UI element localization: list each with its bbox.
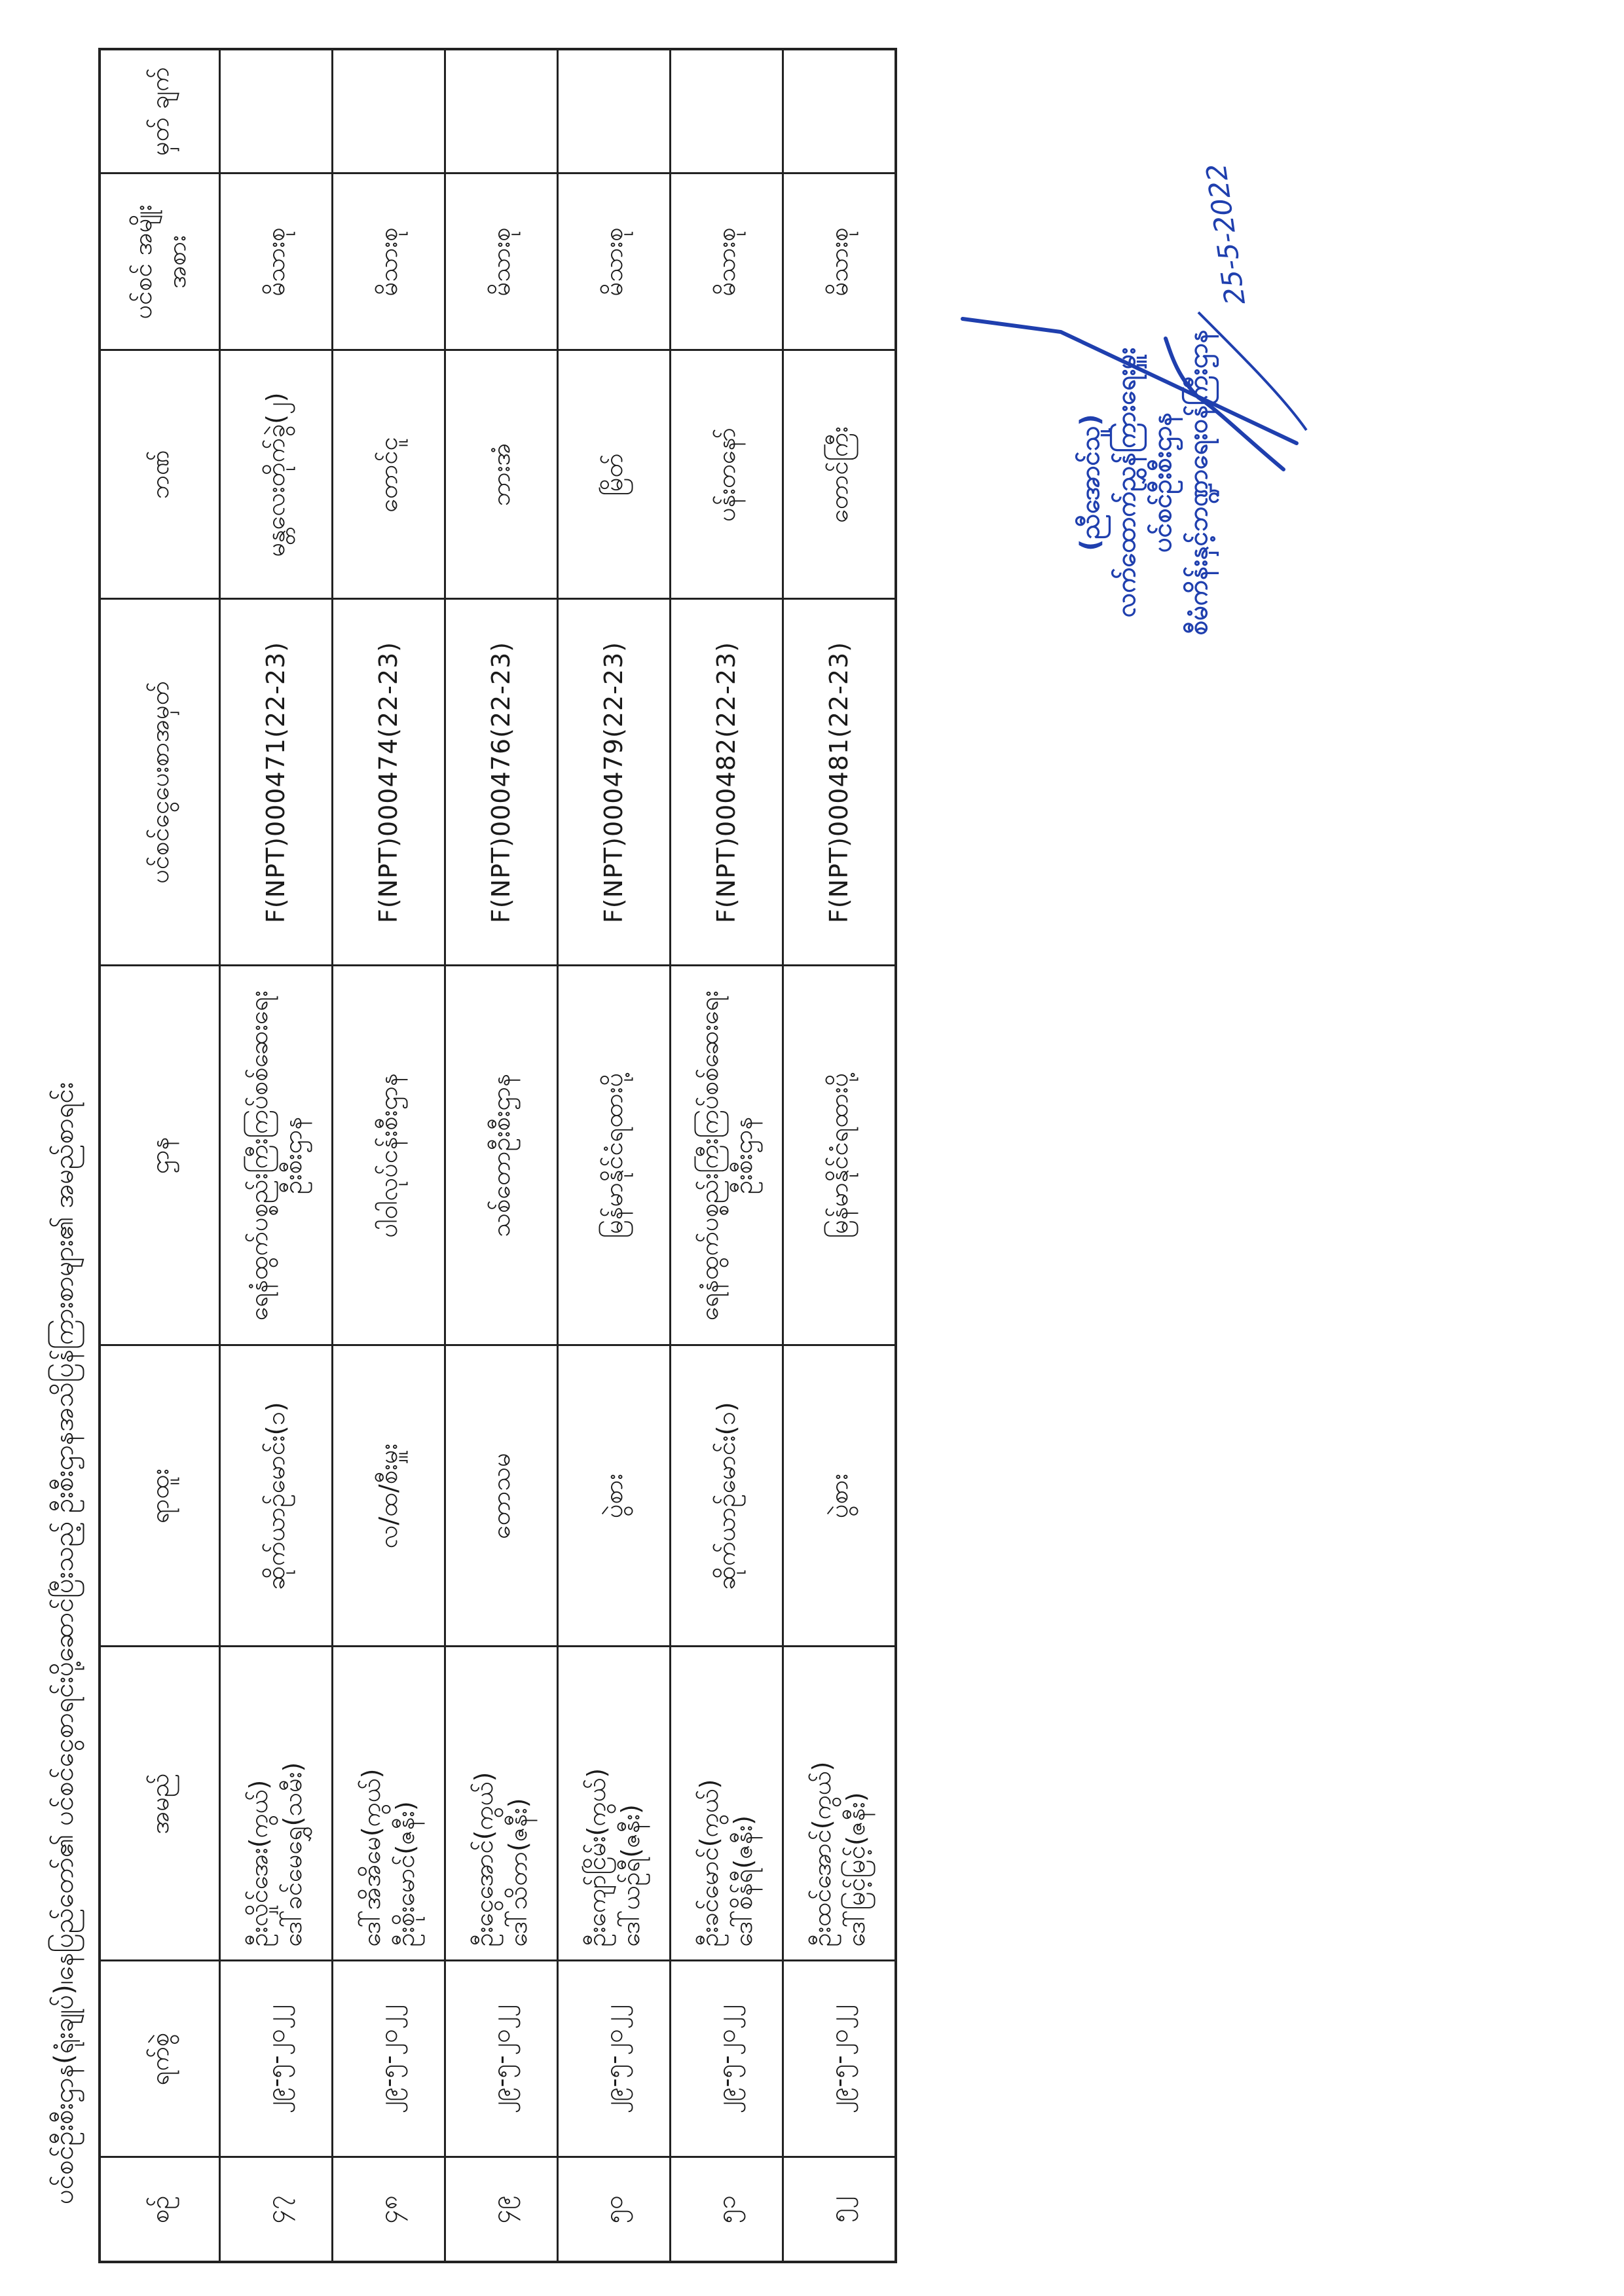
dept-line: ဦးစီးဌာန bbox=[729, 1116, 758, 1195]
cell-letter: F(NPT)000482(22-23) bbox=[670, 599, 783, 966]
cell-rank: တောသမ bbox=[445, 1345, 557, 1647]
name-heir: ဒေါ်မြင့်မြင့်(ဇနီး) bbox=[841, 1792, 871, 1947]
stamp-title: လက်ထောက်ညွှန်ကြားရေးမှူး bbox=[1111, 347, 1141, 618]
stamp-name: (ညီအောင်သူ) bbox=[1075, 414, 1105, 551]
dept-line: မြန်မာနိုင်ငံရထားပို့ bbox=[599, 1072, 629, 1239]
cell-letter: F(NPT)000471(22-23) bbox=[220, 599, 333, 966]
cell-letter: F(NPT)000479(22-23) bbox=[557, 599, 670, 966]
cell-rank: လ/ထ/စီးမှူး bbox=[332, 1345, 445, 1647]
signature-date: 25-5-2022 bbox=[1200, 161, 1252, 307]
cell-bank: တောင်ငူ bbox=[332, 350, 445, 599]
cell-rank: ပွဲစား bbox=[557, 1345, 670, 1647]
name-deceased: ဦးငွေအောင်(ကွယ်) bbox=[470, 1772, 499, 1947]
cell-type: မိသားစု bbox=[557, 173, 670, 350]
header-remark: မှတ် ချက် bbox=[100, 49, 220, 173]
cell-rank: ပွဲစား bbox=[783, 1345, 896, 1647]
cell-no: ၄၉ bbox=[445, 2157, 557, 2262]
header-bank: ဘဏ် bbox=[100, 350, 220, 599]
cell-no: ၄၇ bbox=[220, 2157, 333, 2262]
cell-type: မိသားစု bbox=[332, 173, 445, 350]
name-deceased: ဦးထင်အောင်(ကွယ်) bbox=[807, 1761, 837, 1947]
dept-line: သစ်တောဦးစီးဌာန bbox=[487, 1074, 516, 1237]
cell-bank: တောင်ကြီး bbox=[783, 350, 896, 599]
cell-type: မိသားစု bbox=[670, 173, 783, 350]
cell-date: ၂၉-၅-၂၀၂၂ bbox=[445, 1961, 557, 2157]
name-deceased: ဒေါ်အိအိမေ(ကွယ်) bbox=[357, 1768, 386, 1947]
name-deceased: ဦးခင်မောင်(ကွယ်) bbox=[695, 1779, 724, 1947]
cell-date: ၂၉-၅-၂၀၂၂ bbox=[557, 1961, 670, 2157]
cell-no: ၅၁ bbox=[670, 2157, 783, 2262]
cell-bank: ဘားအံ bbox=[445, 350, 557, 599]
name-heir: ဦးစိုးမောင်(ဇနီး) bbox=[391, 1801, 420, 1947]
cell-type: မိသားစု bbox=[445, 173, 557, 350]
cell-no: ၅၂ bbox=[783, 2157, 896, 2262]
cell-bank: မြိတ် bbox=[557, 350, 670, 599]
name-heir: ဒေါ်သိတာ(ဇနီး) bbox=[504, 1798, 533, 1947]
cell-date: ၂၉-၅-၂၀၂၂ bbox=[332, 1961, 445, 2157]
cell-no: ၄၈ bbox=[332, 2157, 445, 2262]
name-deceased: ဦးကျော်ငြိမ်း(ကွယ်) bbox=[582, 1768, 612, 1947]
cell-letter: F(NPT)000481(22-23) bbox=[783, 599, 896, 966]
stamp-department: ပင်စင်ဦးစီးဌာန bbox=[1147, 412, 1177, 553]
name-heir: ဒေါ်စိန်ရီ(ဇနီး) bbox=[729, 1815, 758, 1947]
dept-line: ရေနံထွက်ပစ္စည်းကြီးကြပ်စစ်ဆေးရေး bbox=[695, 990, 724, 1321]
dept-line: ဦးစီးဌာန bbox=[278, 1116, 308, 1195]
cell-date: ၂၉-၅-၂၀၂၂ bbox=[783, 1961, 896, 2157]
dept-line: မြန်မာနိုင်ငံရထားပို့ bbox=[824, 1072, 854, 1239]
name-heir: ဒေါ်ယဉ်ရီ(ဇနီး) bbox=[616, 1804, 646, 1947]
cell-no: ၅၀ bbox=[557, 2157, 670, 2262]
header-letter: ပင်စင်ငွေပေးစာအမှတ် bbox=[100, 599, 220, 966]
dept-line: ရေနံထွက်ပစ္စည်းကြီးကြပ်စစ်ဆေးရေး bbox=[244, 990, 274, 1321]
cell-bank: မန္တလေးတိုက်ခွဲ(၂) bbox=[220, 350, 333, 599]
cell-letter: F(NPT)000476(22-23) bbox=[445, 599, 557, 966]
header-dept: ဌာန bbox=[100, 966, 220, 1345]
header-rank: ရာထူး bbox=[100, 1345, 220, 1647]
cell-rank: ဆိုက်ယာဉ်မောင်း(၁) bbox=[670, 1345, 783, 1647]
header-type: ပင်စင် အမျိုးအစား bbox=[100, 173, 220, 350]
cell-letter: F(NPT)000474(22-23) bbox=[332, 599, 445, 966]
cell-date: ၂၉-၅-၂၀၂၂ bbox=[220, 1961, 333, 2157]
cell-type: မိသားစု bbox=[220, 173, 333, 350]
dept-line: ပါဝါလုပ်ငန်းစီးဌာန bbox=[374, 1073, 403, 1238]
official-stamp bbox=[1074, 83, 1414, 882]
name-heir: ဒေါ်ခင်မေရွှေ(သမီး) bbox=[278, 1762, 308, 1947]
stamp-ministry: စီမံကိန်းနှင့်ဘဏ္ဍာရေးဝန်ကြီးဌာန bbox=[1183, 329, 1213, 636]
cell-bank: ပန်းတနော် bbox=[670, 350, 783, 599]
cell-rank: ဆိုက်ယာဉ်မောင်း(၁) bbox=[220, 1345, 333, 1647]
header-date: ရက်စွဲ bbox=[100, 1961, 220, 2157]
header-name: အမည် bbox=[100, 1647, 220, 1961]
cell-date: ၂၉-၅-၂၀၂၂ bbox=[670, 1961, 783, 2157]
cell-type: မိသားစု bbox=[783, 173, 896, 350]
header-no: စဉ် bbox=[100, 2157, 220, 2262]
page-title: ပင်စင်ဦးစီးဌာန(ရုံးချုပ်)၊နေပြည်တော်၏ ပင်စင်ငွေစာရင်းပို့ဆောင်ပြီးသည့် ဦးစီးဌာနအသိပြန်ကြားစာများ၏ အမည်စာရင်း bbox=[49, 1082, 79, 2204]
name-deceased: ဦးလှိုင်အေး(ကွယ်) bbox=[244, 1779, 274, 1947]
